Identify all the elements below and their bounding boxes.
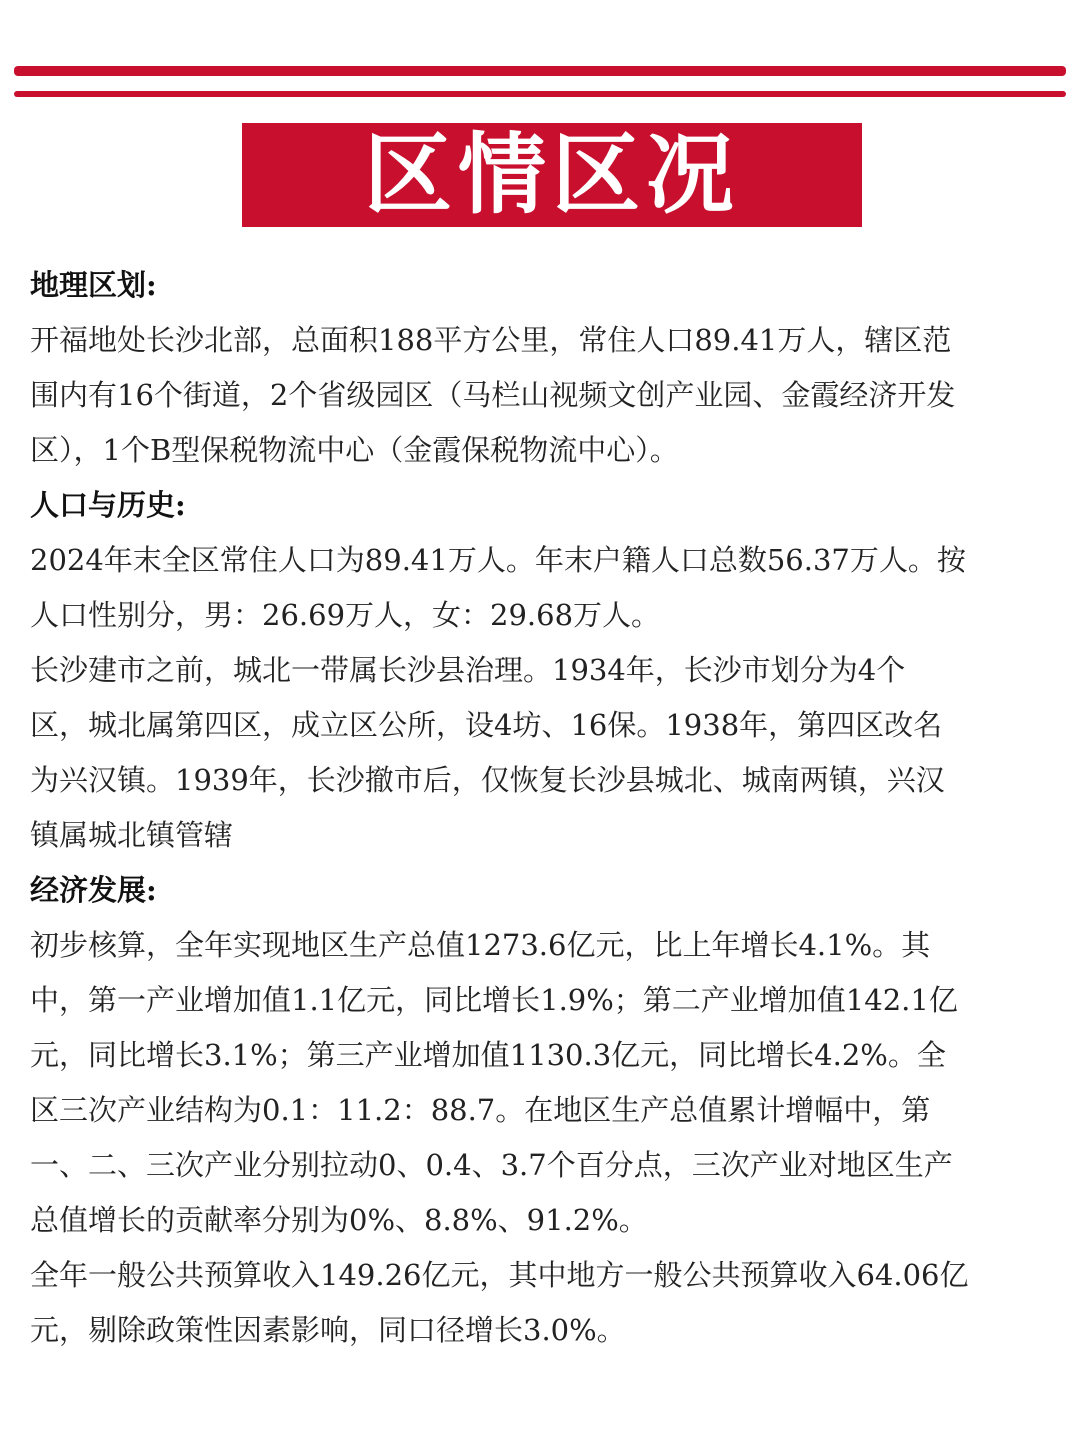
text-line: 围内有16个街道，2个省级园区（马栏山视频文创产业园、金霞经济开发 — [30, 378, 956, 412]
page-title: 区情区况 — [363, 123, 740, 226]
top-red-rule — [14, 66, 1066, 76]
text-line: 全年一般公共预算收入149.26亿元，其中地方一般公共预算收入64.06亿 — [30, 1258, 969, 1292]
paragraph-geography — [30, 313, 1030, 478]
title-banner — [242, 123, 862, 227]
text-line: 区），1个B型保税物流中心（金霞保税物流中心）。 — [30, 433, 679, 467]
paragraph-gdp — [30, 918, 1030, 1248]
text-line: 2024年末全区常住人口为89.41万人。年末户籍人口总数56.37万人。按 — [30, 543, 966, 577]
text-line: 一、二、三次产业分别拉动0、0.4、3.7个百分点，三次产业对地区生产 — [30, 1148, 953, 1182]
text-line: 为兴汉镇。1939年，长沙撤市后，仅恢复长沙县城北、城南两镇，兴汉 — [30, 763, 945, 797]
text-line: 元，同比增长3.1%；第三产业增加值1130.3亿元，同比增长4.2%。全 — [30, 1038, 946, 1072]
article-body — [30, 258, 1030, 1358]
text-line: 长沙建市之前，城北一带属长沙县治理。1934年，长沙市划分为4个 — [30, 653, 906, 687]
text-line: 人口性别分，男：26.69万人，女：29.68万人。 — [30, 598, 661, 632]
text-line: 总值增长的贡献率分别为0%、8.8%、91.2%。 — [30, 1203, 648, 1237]
second-red-rule — [14, 91, 1066, 97]
section-heading-population-history: 人口与历史: — [30, 488, 186, 522]
paragraph-population — [30, 533, 1030, 643]
text-line: 初步核算，全年实现地区生产总值1273.6亿元，比上年增长4.1%。其 — [30, 928, 931, 962]
text-line: 镇属城北镇管辖 — [30, 818, 234, 852]
paragraph-budget — [30, 1248, 1030, 1358]
section-heading-geography: 地理区划: — [30, 268, 157, 302]
text-line: 区三次产业结构为0.1：11.2：88.7。在地区生产总值累计增幅中，第 — [30, 1093, 931, 1127]
text-line: 元，剔除政策性因素影响，同口径增长3.0%。 — [30, 1313, 626, 1347]
text-line: 开福地处长沙北部，总面积188平方公里，常住人口89.41万人，辖区范 — [30, 323, 952, 357]
text-line: 中，第一产业增加值1.1亿元，同比增长1.9%；第二产业增加值142.1亿 — [30, 983, 958, 1017]
paragraph-history — [30, 643, 1030, 863]
section-heading-economy: 经济发展: — [30, 873, 157, 907]
text-line: 区，城北属第四区，成立区公所，设4坊、16保。1938年，第四区改名 — [30, 708, 943, 742]
